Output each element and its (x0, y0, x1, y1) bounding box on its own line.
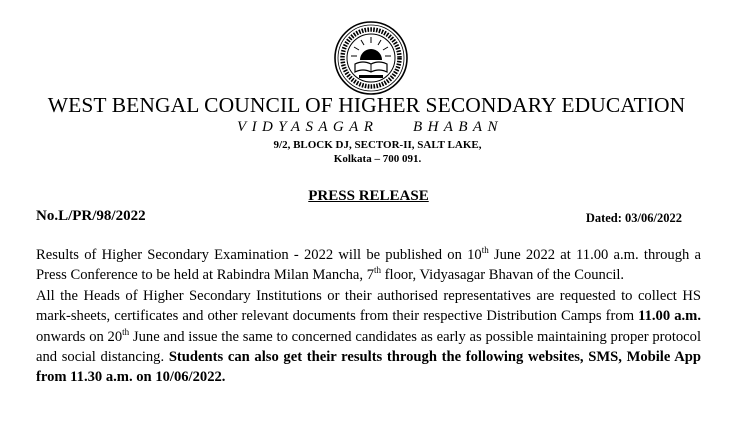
organization-name: WEST BENGAL COUNCIL OF HIGHER SECONDARY EDUCATION (47, 93, 686, 117)
address-line-2: Kolkata – 700 091. (333, 153, 422, 165)
p1-sup-2: th (374, 265, 382, 276)
address-line-1: 9/2, BLOCK DJ, SECTOR-II, SALT LAKE, (273, 139, 482, 151)
p2-text-3: June and issue the same to concerned candidates as early as possible maintaining proper protocol and social distancing. (36, 328, 701, 366)
press-release-body (36, 245, 701, 388)
issue-date: Dated: 03/06/2022 (585, 211, 682, 225)
p2-sup: th (122, 326, 130, 337)
p2-bold-results-info: Students can also get their results through the following websites, SMS, Mobile App from 11.30 a.m. on 10/06/2022. (36, 349, 701, 386)
p1-text-1: Results of Higher Secondary Examination - 2022 will be published on 10 (36, 247, 482, 263)
reference-number: No.L/PR/98/2022 (36, 208, 146, 224)
p1-text-3: floor, Vidyasagar Bhavan of the Council. (381, 267, 625, 284)
wbchse-emblem-icon (333, 20, 409, 96)
document-title: PRESS RELEASE (308, 188, 429, 204)
building-name-part1: VIDYASAGAR (237, 119, 379, 135)
p1-sup-1: th (481, 245, 489, 256)
p2-text-1: All the Heads of Higher Secondary Institutions or their authorised representatives are requested to collect HS mark-sheets, certificates and other relevant documents from their respective Distribution Camps from (36, 287, 701, 325)
paragraph-marksheet-distribution (36, 286, 701, 388)
paragraph-results-announcement (36, 245, 701, 286)
p1-text-2: June 2022 at 11.00 a.m. through a Press Conference to be held at Rabindra Milan Mancha, 7 (36, 247, 701, 284)
building-name-part2: BHABAN (413, 119, 503, 135)
p2-text-2: onwards on 20 (36, 328, 123, 345)
p2-bold-time: 11.00 a.m. (638, 308, 701, 325)
